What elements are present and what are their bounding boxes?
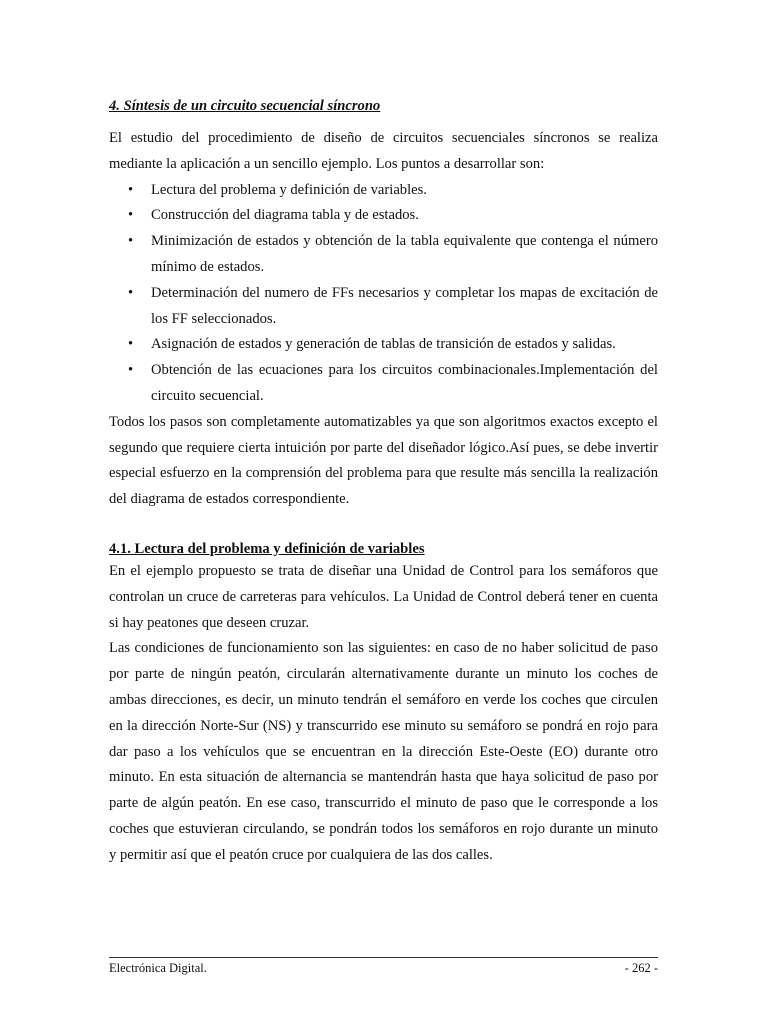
bullet-icon: • — [128, 362, 134, 379]
page-body — [109, 96, 658, 869]
bullet-icon: • — [128, 207, 134, 224]
bullet-icon: • — [128, 233, 134, 250]
list-item: • Determinación del numero de FFs necesarios y completar los mapas de excitación de los FF seleccionados. — [109, 281, 658, 333]
section-spacer — [109, 513, 658, 539]
list-item: • Obtención de las ecuaciones para los circuitos combinacionales.Implementación del circuito secuencial. — [109, 358, 658, 410]
list-item: • Lectura del problema y definición de variables. — [109, 178, 658, 204]
bullet-icon: • — [128, 181, 134, 198]
section-4-heading: 4. Síntesis de un circuito secuencial síncrono — [109, 98, 381, 114]
section-4-closing: Todos los pasos son completamente automatizables ya que son algoritmos exactos excepto el segundo que requiere cierta intuición por parte del diseñador lógico.Así pues, se debe invertir especial esfuerzo en la comprensión del problema para que resulte más sencilla la realización del diagrama de estados correspondiente. — [109, 413, 658, 508]
section-4-intro: El estudio del procedimiento de diseño de circuitos secuenciales síncronos se realiza mediante la aplicación a un sencillo ejemplo. Los puntos a desarrollar son: — [109, 130, 658, 172]
bullet-icon: • — [128, 284, 134, 301]
footer-divider — [109, 957, 658, 958]
page-number: - 262 - — [624, 961, 658, 975]
bullet-icon: • — [128, 336, 134, 353]
footer-title: Electrónica Digital. — [109, 961, 207, 975]
section-4-1-paragraph-1: En el ejemplo propuesto se trata de diseñar una Unidad de Control para los semáforos que controlan un cruce de carreteras para vehículos. La Unidad de Control deberá tener en cuenta si hay peatones que deseen cruzar. — [109, 562, 658, 631]
section-4-1-heading: 4.1. Lectura del problema y definición de variables — [109, 540, 425, 557]
steps-list — [109, 178, 658, 410]
list-item: • Asignación de estados y generación de tablas de transición de estados y salidas. — [109, 332, 658, 358]
section-4-1-paragraph-2: Las condiciones de funcionamiento son las siguientes: en caso de no haber solicitud de paso por parte de ningún peatón, circularán alternativamente durante un minuto los coches de ambas direcciones, es decir, un minuto tendrán el semáforo en verde los coches que circulen en la dirección Norte-Sur (NS) y transcurrido ese minuto su semáforo se pondrá en rojo para dar paso a los vehículos que se encuentran en la dirección Este-Oeste (EO) durante otro minuto. En esta situación de alternancia se mantendrán hasta que haya solicitud de paso por parte de algún peatón. En ese caso, transcurrido el minuto de paso que le corresponde a los coches que estuvieran circulando, se pondrán todos los semáforos en rojo durante un minuto y permitir así que el peatón cruce por cualquiera de las dos calles. — [109, 640, 658, 863]
list-item: • Construcción del diagrama tabla y de estados. — [109, 203, 658, 229]
list-item: • Minimización de estados y obtención de la tabla equivalente que contenga el número mínimo de estados. — [109, 229, 658, 281]
